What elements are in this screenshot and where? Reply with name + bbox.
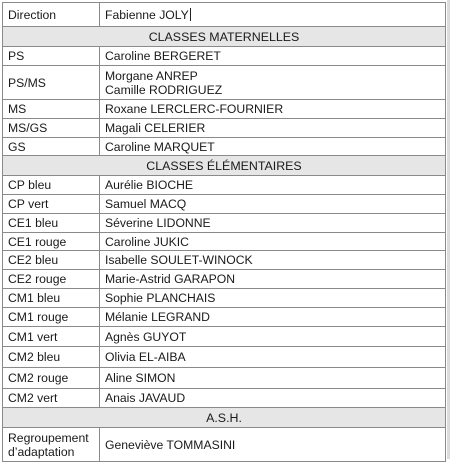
teacher-name: Sophie PLANCHAIS xyxy=(105,291,216,305)
class-cell: CM1 bleu xyxy=(3,289,100,308)
table-row xyxy=(3,233,446,251)
teacher-name: Anais JAVAUD xyxy=(105,391,186,405)
teacher-cell xyxy=(100,327,446,347)
teacher-name: Agnès GUYOT xyxy=(105,329,187,344)
class-cell: MS/GS xyxy=(3,119,100,138)
table-row xyxy=(3,327,446,347)
class-cell xyxy=(3,428,100,462)
teacher-cell xyxy=(100,368,446,389)
teacher-cell xyxy=(100,270,446,289)
staff-table xyxy=(2,2,446,462)
table-row xyxy=(3,270,446,289)
teacher-name: Morgane ANREP xyxy=(105,68,198,83)
teacher-name: Magali CELERIER xyxy=(105,121,206,135)
class-cell: GS xyxy=(3,138,100,156)
teacher-cell xyxy=(100,100,446,119)
section-title: A.S.H. xyxy=(3,408,446,428)
table-row xyxy=(3,176,446,195)
teacher-name: Séverine LIDONNE xyxy=(105,216,211,230)
table-row xyxy=(3,347,446,368)
table-row xyxy=(3,251,446,270)
class-name-line: d’adaptation xyxy=(8,444,75,459)
class-cell: CM2 bleu xyxy=(3,347,100,368)
director-row xyxy=(3,3,446,27)
section-header xyxy=(3,27,446,47)
teacher-name: Marie-Astrid GARAPON xyxy=(105,272,236,286)
table-row xyxy=(3,47,446,66)
teacher-name: Caroline BERGERET xyxy=(105,49,221,63)
table-row xyxy=(3,389,446,408)
director-name: Fabienne JOLY xyxy=(105,7,189,22)
table-row xyxy=(3,66,446,100)
class-cell: CM2 vert xyxy=(3,389,100,408)
class-cell: CM1 rouge xyxy=(3,308,100,327)
teacher-cell xyxy=(100,428,446,462)
teacher-cell xyxy=(100,251,446,270)
director-label: Direction xyxy=(3,3,100,27)
teacher-name: Caroline MARQUET xyxy=(105,139,215,154)
teacher-cell xyxy=(100,138,446,156)
teacher-name: Olivia EL-AIBA xyxy=(105,350,186,364)
class-cell: CP vert xyxy=(3,195,100,214)
section-title: CLASSES MATERNELLES xyxy=(3,27,446,47)
teacher-name: Caroline JUKIC xyxy=(105,234,189,249)
teacher-name: Mélanie LEGRAND xyxy=(105,310,210,324)
teacher-cell xyxy=(100,66,446,100)
teacher-cell xyxy=(100,389,446,408)
teacher-cell xyxy=(100,233,446,251)
class-cell: CM2 rouge xyxy=(3,368,100,389)
table-row xyxy=(3,214,446,233)
class-cell: CP bleu xyxy=(3,176,100,195)
table-row xyxy=(3,289,446,308)
table-row xyxy=(3,368,446,389)
table-row xyxy=(3,195,446,214)
class-cell: PS xyxy=(3,47,100,66)
teacher-cell xyxy=(100,47,446,66)
class-cell: CM1 vert xyxy=(3,327,100,347)
teacher-cell xyxy=(100,214,446,233)
teacher-cell xyxy=(100,119,446,138)
teacher-cell xyxy=(100,347,446,368)
teacher-cell xyxy=(100,308,446,327)
teacher-name: Samuel MACQ xyxy=(105,197,187,211)
class-cell: MS xyxy=(3,100,100,119)
teacher-name: Camille RODRIGUEZ xyxy=(105,82,223,97)
table-row xyxy=(3,138,446,156)
section-header xyxy=(3,408,446,428)
section-header xyxy=(3,156,446,176)
class-name-line: Regroupement xyxy=(8,430,89,445)
table-row xyxy=(3,100,446,119)
class-cell: CE1 bleu xyxy=(3,214,100,233)
teacher-name: Aline SIMON xyxy=(105,371,176,385)
staff-table-body xyxy=(3,3,446,462)
teacher-cell xyxy=(100,289,446,308)
teacher-cell xyxy=(100,195,446,214)
director-name-cell[interactable] xyxy=(100,3,446,27)
teacher-name: Aurélie BIOCHE xyxy=(105,178,194,192)
staff-document xyxy=(2,2,445,462)
class-cell: PS/MS xyxy=(3,66,100,100)
table-row xyxy=(3,308,446,327)
section-title: CLASSES ÉLÉMENTAIRES xyxy=(3,156,446,176)
teacher-name: Roxane LERCLERC-FOURNIER xyxy=(105,102,284,116)
class-cell: CE2 bleu xyxy=(3,251,100,270)
table-row xyxy=(3,119,446,138)
text-cursor xyxy=(190,8,191,21)
teacher-name: Geneviève TOMMASINI xyxy=(105,437,236,452)
table-row xyxy=(3,428,446,462)
teacher-cell xyxy=(100,176,446,195)
class-cell: CE2 rouge xyxy=(3,270,100,289)
teacher-name: Isabelle SOULET-WINOCK xyxy=(105,253,253,267)
class-cell: CE1 rouge xyxy=(3,233,100,251)
